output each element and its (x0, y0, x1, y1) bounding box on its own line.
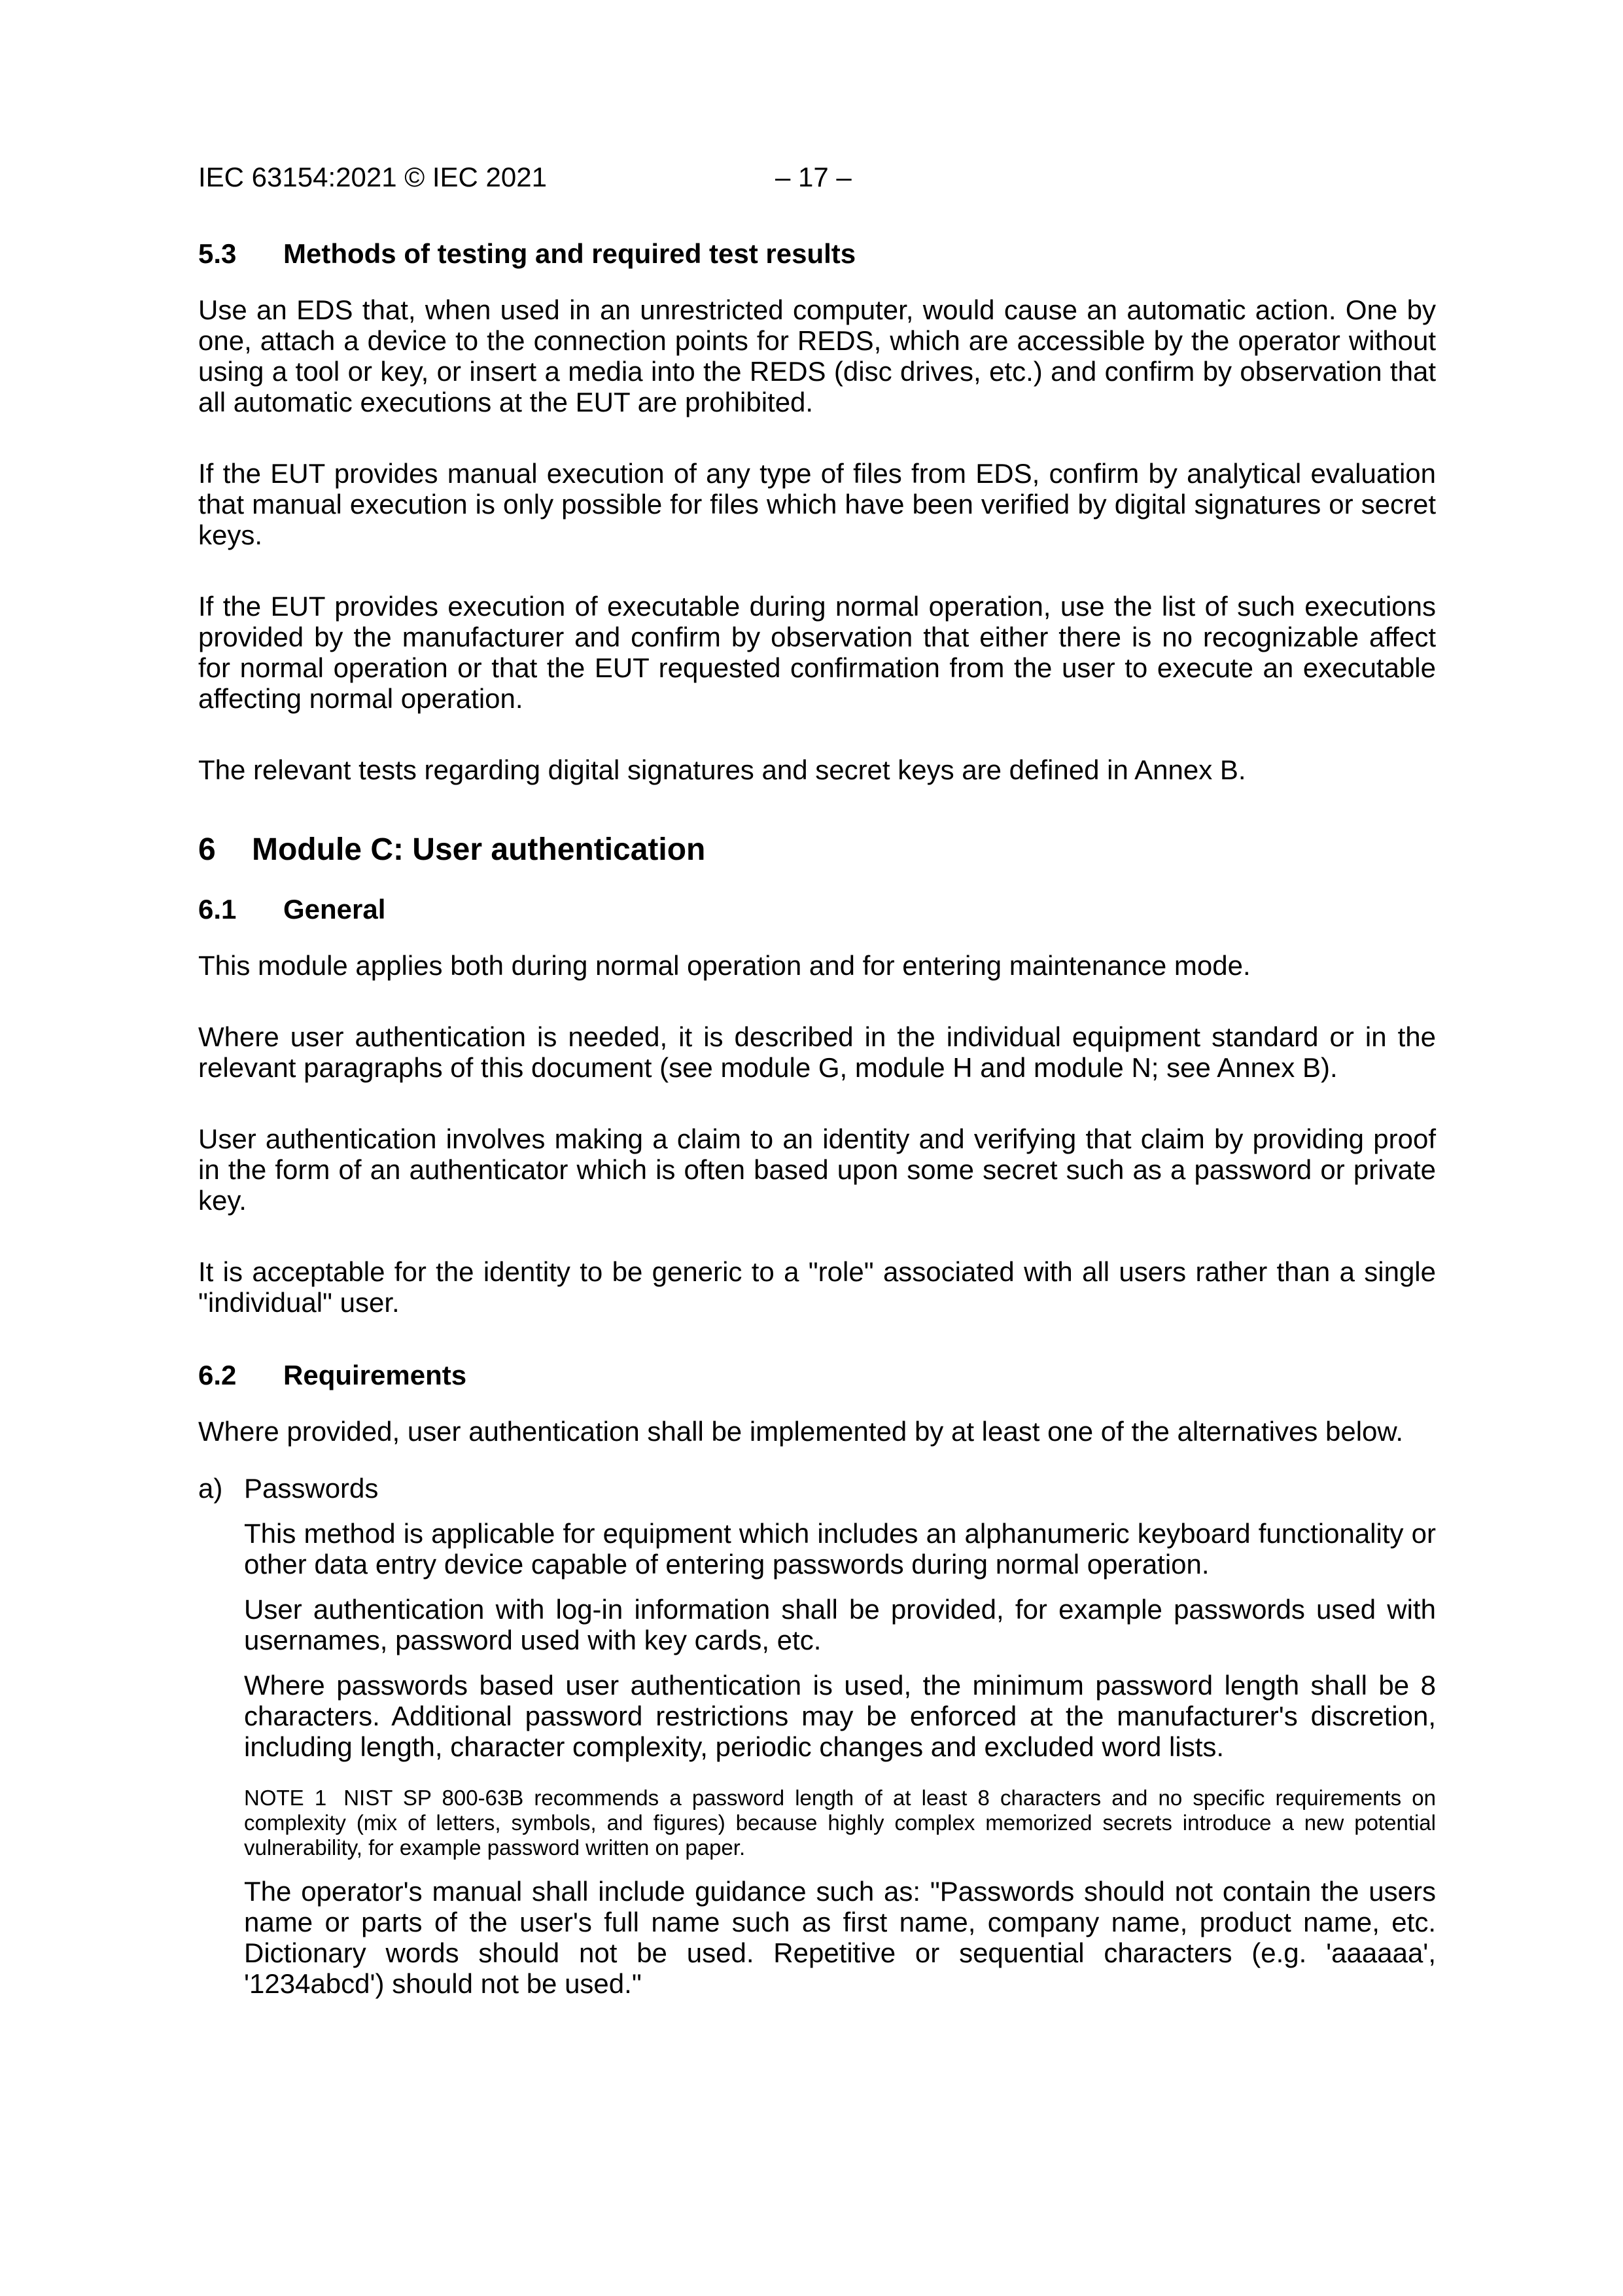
list-item-label: Passwords (244, 1473, 379, 1504)
paragraph: If the EUT provides manual execution of any type of files from EDS, confirm by analytical evaluation that manual execution is only possible for files which have been verified by digital signatures or secret keys. (198, 458, 1436, 550)
page-number: – 17 – (775, 162, 852, 192)
heading-number: 5.3 (198, 238, 237, 269)
heading-title: Requirements (283, 1360, 467, 1390)
document-reference: IEC 63154:2021 © IEC 2021 (198, 162, 547, 192)
note (244, 1786, 1436, 1860)
note-text: NIST SP 800-63B recommends a password length of at least 8 characters and no specific requirements on complexity (mix of letters, symbols, and figures) because highly complex memorized secrets introduce a new potential vulnerability, for example password written on paper. (244, 1786, 1436, 1860)
paragraph: Where passwords based user authentication is used, the minimum password length shall be 8 characters. Additional password restrictions may be enforced at the manufacturer's discretion, including length, character complexity, periodic changes and excluded word lists. (244, 1670, 1436, 1762)
paragraph: Use an EDS that, when used in an unrestricted computer, would cause an automatic action. One by one, attach a device to the connection points for REDS, which are accessible by the operator without using a tool or key, or insert a media into the REDS (disc drives, etc.) and confirm by observation that all automatic executions at the EUT are prohibited. (198, 294, 1436, 417)
heading-5-3 (198, 237, 1436, 271)
paragraph: User authentication with log-in information shall be provided, for example passwords used with usernames, password used with key cards, etc. (244, 1594, 1436, 1655)
paragraph: This method is applicable for equipment which includes an alphanumeric keyboard functionality or other data entry device capable of entering passwords during normal operation. (244, 1518, 1436, 1580)
heading-6-2 (198, 1358, 1436, 1392)
paragraph: The operator's manual shall include guidance such as: "Passwords should not contain the users name or parts of the user's full name such as first name, company name, product name, etc. Dictionary words should not be used. Repetitive or sequential characters (e.g. 'aaaaaa', '1234abcd') should not be used." (244, 1876, 1436, 1999)
heading-number: 6.1 (198, 894, 237, 925)
paragraph: If the EUT provides execution of executable during normal operation, use the list of such executions provided by the manufacturer and confirm by observation that either there is no recognizable affect for normal operation or that the EUT requested confirmation from the user to execute an executable affecting normal operation. (198, 591, 1436, 714)
heading-6 (198, 831, 1436, 869)
paragraph: User authentication involves making a claim to an identity and verifying that claim by providing proof in the form of an authenticator which is often based upon some secret such as a password or private key. (198, 1123, 1436, 1216)
paragraph: It is acceptable for the identity to be generic to a "role" associated with all users rather than a single "individual" user. (198, 1256, 1436, 1318)
heading-number: 6 (198, 832, 216, 867)
paragraph: Where user authentication is needed, it is described in the individual equipment standard or in the relevant paragraphs of this document (see module G, module H and module N; see Annex B). (198, 1021, 1436, 1083)
list-marker: a) (198, 1473, 223, 1504)
heading-title: General (283, 894, 386, 925)
heading-6-1 (198, 892, 1436, 927)
paragraph: This module applies both during normal operation and for entering maintenance mode. (198, 950, 1251, 981)
paragraph: The relevant tests regarding digital signatures and secret keys are defined in Annex B. (198, 754, 1246, 785)
heading-number: 6.2 (198, 1360, 237, 1390)
page-content (198, 237, 1436, 2013)
heading-title: Methods of testing and required test results (283, 238, 856, 269)
note-label: NOTE 1 (244, 1786, 327, 1810)
paragraph: Where provided, user authentication shall be implemented by at least one of the alternatives below. (198, 1416, 1404, 1447)
list-item-a-body (244, 1518, 1436, 1999)
list-item-a (198, 1473, 1436, 1504)
heading-title: Module C: User authentication (252, 832, 706, 867)
